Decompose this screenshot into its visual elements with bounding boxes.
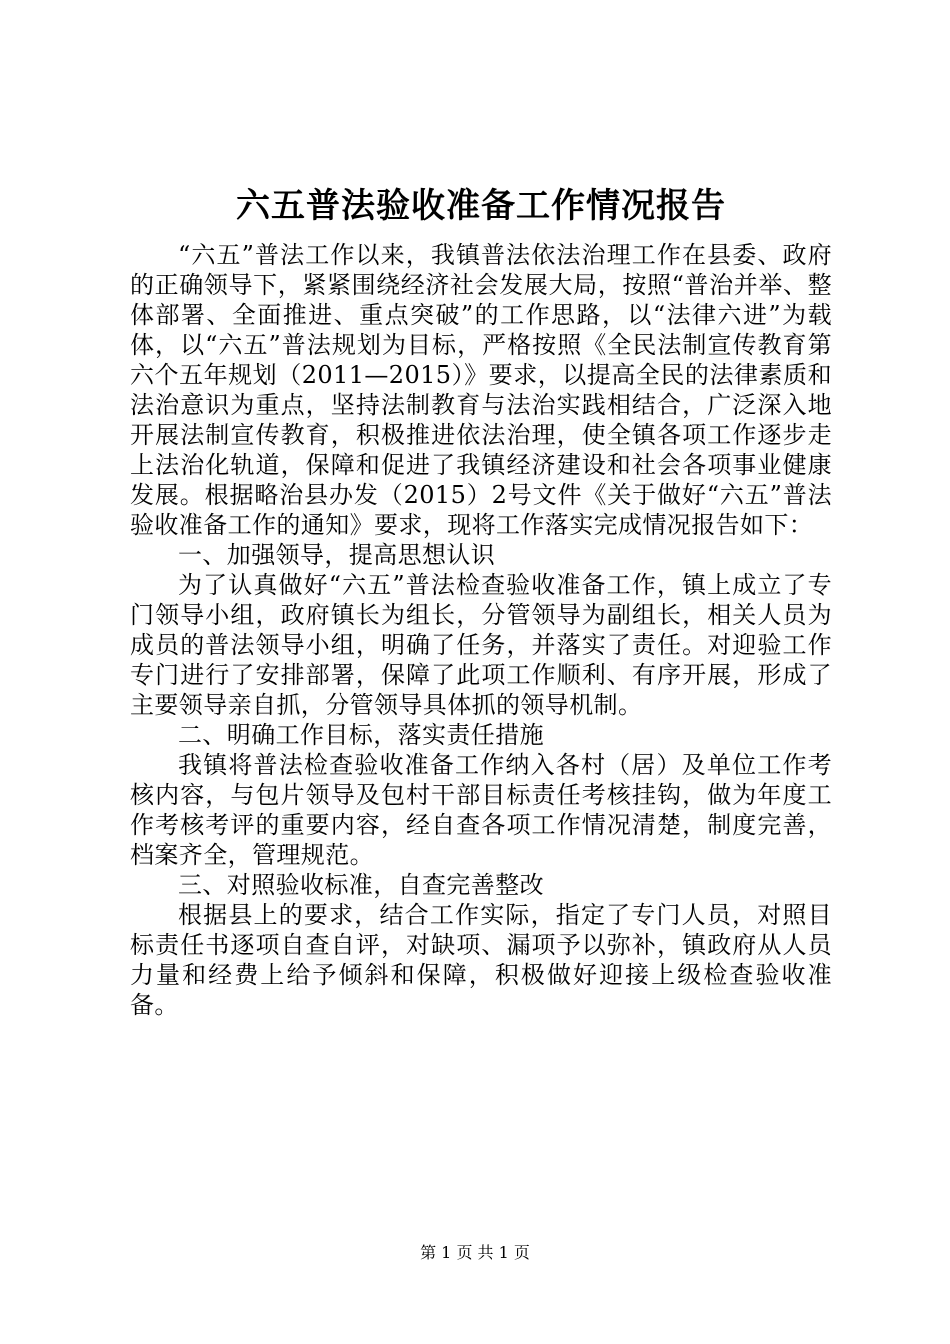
- page-footer: 第 1 页 共 1 页: [420, 1243, 530, 1262]
- document-page: [130, 178, 832, 1020]
- section-2-body: 我镇将普法检查验收准备工作纳入各村（居）及单位工作考核内容，与包片领导及包村干部目标责任考核挂钩，做为年度工作考核考评的重要内容，经自查各项工作情况清楚，制度完善，档案齐全，管理规范。: [130, 751, 832, 869]
- document-title: 六五普法验收准备工作情况报告: [236, 186, 726, 226]
- section-1-body: 为了认真做好“六五”普法检查验收准备工作，镇上成立了专门领导小组，政府镇长为组长，分管领导为副组长，相关人员为成员的普法领导小组，明确了任务，并落实了责任。对迎验工作专门进行了安排部署，保障了此项工作顺利、有序开展，形成了主要领导亲自抓，分管领导具体抓的领导机制。: [130, 571, 832, 719]
- section-2-heading: 二、明确工作目标，落实责任措施: [178, 721, 544, 749]
- section-3-heading: 三、对照验收标准，自查完善整改: [178, 871, 544, 899]
- intro-paragraph: “六五”普法工作以来，我镇普法依法治理工作在县委、政府的正确领导下，紧紧围绕经济社会发展大局，按照“普治并举、整体部署、全面推进、重点突破”的工作思路，以“法律六进”为载体，以“六五”普法规划为目标，严格按照《全民法制宣传教育第六个五年规划（2011—2015）》要求，以提高全民的法律素质和法治意识为重点，坚持法制教育与法治实践相结合，广泛深入地开展法制宣传教育，积极推进依法治理，使全镇各项工作逐步走上法治化轨道，保障和促进了我镇经济建设和社会各项事业健康发展。根据略治县办发（2015）2号文件《关于做好“六五”普法验收准备工作的通知》要求，现将工作落实完成情况报告如下：: [130, 241, 832, 539]
- section-1-heading: 一、加强领导，提高思想认识: [178, 541, 496, 569]
- section-3-body: 根据县上的要求，结合工作实际，指定了专门人员，对照目标责任书逐项自查自评，对缺项、漏项予以弥补，镇政府从人员力量和经费上给予倾斜和保障，积极做好迎接上级检查验收准备。: [130, 901, 832, 1019]
